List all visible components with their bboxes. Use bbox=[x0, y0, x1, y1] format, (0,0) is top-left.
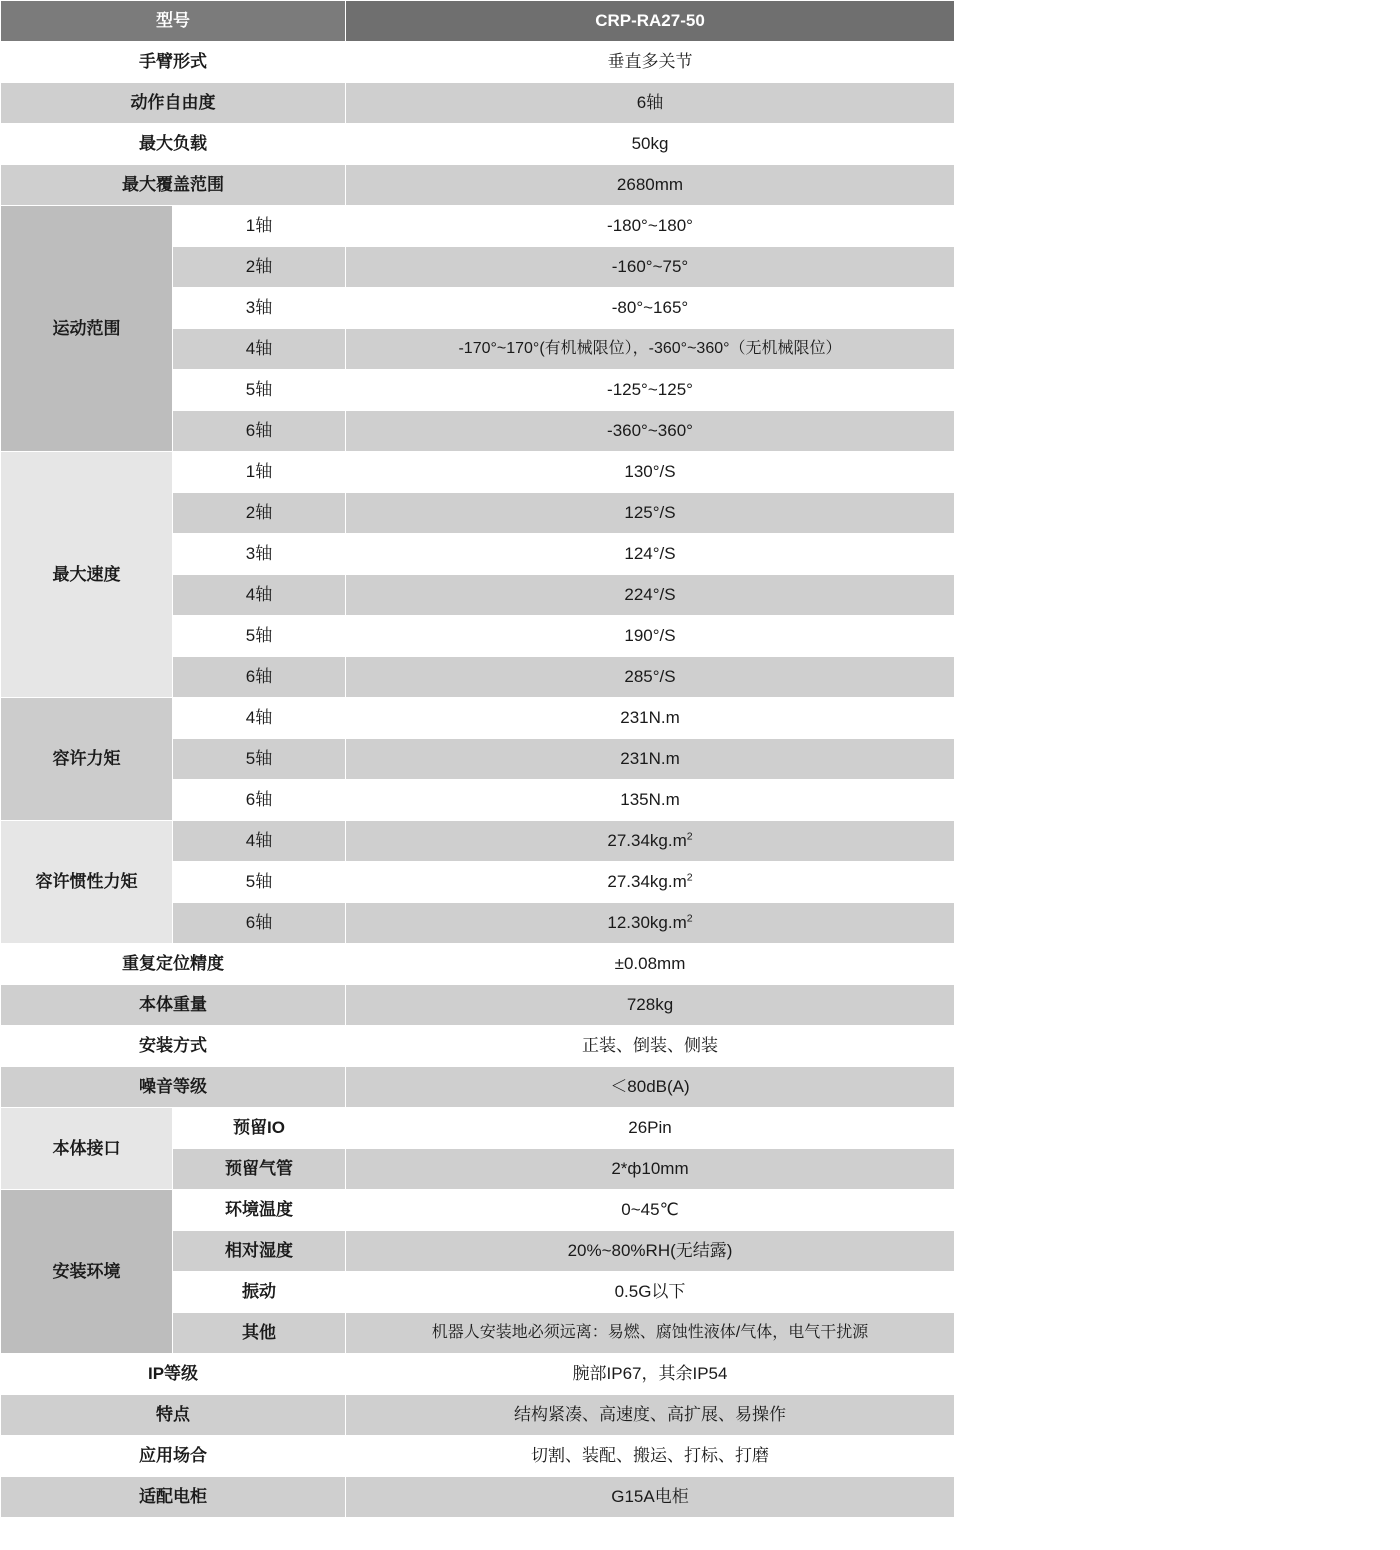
sub-label-speed-axis-1: 1轴 bbox=[173, 452, 346, 493]
row-label-mounting: 安装方式 bbox=[1, 1026, 346, 1067]
group-label-max-speed: 最大速度 bbox=[1, 452, 173, 698]
value-torque-axis-6: 135N.m bbox=[346, 780, 955, 821]
sub-label-other: 其他 bbox=[173, 1313, 346, 1354]
value-inertia-axis-5 bbox=[346, 862, 955, 903]
table-header-row bbox=[1, 1, 955, 42]
group-label-allowable-inertia: 容许惯性力矩 bbox=[1, 821, 173, 944]
sub-label-motion-axis-5: 5轴 bbox=[173, 370, 346, 411]
row-value-applications: 切割、装配、搬运、打标、打磨 bbox=[346, 1436, 955, 1477]
row-value-dof: 6轴 bbox=[346, 83, 955, 124]
value-inertia-axis-5-sup: 2 bbox=[686, 871, 693, 884]
value-motion-axis-6: -360°~360° bbox=[346, 411, 955, 452]
row-value-ip-rating: 腕部IP67，其余IP54 bbox=[346, 1354, 955, 1395]
sub-label-reserved-air-pipe: 预留气管 bbox=[173, 1149, 346, 1190]
row-value-max-reach: 2680mm bbox=[346, 165, 955, 206]
sub-label-ambient-temperature: 环境温度 bbox=[173, 1190, 346, 1231]
sub-label-reserved-io: 预留IO bbox=[173, 1108, 346, 1149]
group-label-environment: 安装环境 bbox=[1, 1190, 173, 1354]
row-label-cabinet: 适配电柜 bbox=[1, 1477, 346, 1518]
value-speed-axis-3: 124°/S bbox=[346, 534, 955, 575]
header-label: 型号 bbox=[1, 1, 346, 42]
table-row bbox=[1, 821, 955, 862]
table-row bbox=[1, 698, 955, 739]
value-ambient-temperature: 0~45℃ bbox=[346, 1190, 955, 1231]
row-value-max-payload: 50kg bbox=[346, 124, 955, 165]
value-motion-axis-5: -125°~125° bbox=[346, 370, 955, 411]
sub-label-relative-humidity: 相对湿度 bbox=[173, 1231, 346, 1272]
table-row bbox=[1, 206, 955, 247]
table-row bbox=[1, 1108, 955, 1149]
sub-label-speed-axis-6: 6轴 bbox=[173, 657, 346, 698]
row-value-arm-form: 垂直多关节 bbox=[346, 42, 955, 83]
row-value-cabinet: G15A电柜 bbox=[346, 1477, 955, 1518]
table-row bbox=[1, 42, 955, 83]
row-label-noise: 噪音等级 bbox=[1, 1067, 346, 1108]
row-value-mounting: 正装、倒装、侧装 bbox=[346, 1026, 955, 1067]
sub-label-speed-axis-2: 2轴 bbox=[173, 493, 346, 534]
table-row bbox=[1, 1026, 955, 1067]
value-inertia-axis-5-text: 27.34kg.m bbox=[607, 872, 687, 892]
value-speed-axis-5: 190°/S bbox=[346, 616, 955, 657]
sub-label-speed-axis-3: 3轴 bbox=[173, 534, 346, 575]
sub-label-motion-axis-3: 3轴 bbox=[173, 288, 346, 329]
table-row bbox=[1, 1190, 955, 1231]
table-row bbox=[1, 1436, 955, 1477]
table-row bbox=[1, 1395, 955, 1436]
table-row bbox=[1, 452, 955, 493]
row-label-repeatability: 重复定位精度 bbox=[1, 944, 346, 985]
value-speed-axis-2: 125°/S bbox=[346, 493, 955, 534]
value-relative-humidity: 20%~80%RH(无结露) bbox=[346, 1231, 955, 1272]
value-speed-axis-4: 224°/S bbox=[346, 575, 955, 616]
row-label-ip-rating: IP等级 bbox=[1, 1354, 346, 1395]
value-inertia-axis-6-text: 12.30kg.m bbox=[607, 913, 687, 933]
value-motion-axis-4: -170°~170°(有机械限位），-360°~360°（无机械限位） bbox=[346, 329, 955, 370]
row-label-body-weight: 本体重量 bbox=[1, 985, 346, 1026]
value-inertia-axis-6-sup: 2 bbox=[686, 912, 693, 925]
value-inertia-axis-6 bbox=[346, 903, 955, 944]
row-label-dof: 动作自由度 bbox=[1, 83, 346, 124]
sub-label-speed-axis-4: 4轴 bbox=[173, 575, 346, 616]
table-row bbox=[1, 124, 955, 165]
row-value-repeatability: ±0.08mm bbox=[346, 944, 955, 985]
header-model: CRP-RA27-50 bbox=[346, 1, 955, 42]
value-motion-axis-3: -80°~165° bbox=[346, 288, 955, 329]
row-value-noise: ＜80dB(A) bbox=[346, 1067, 955, 1108]
value-other: 机器人安装地必须远离：易燃、腐蚀性液体/气体，电气干扰源 bbox=[346, 1313, 955, 1354]
row-value-body-weight: 728kg bbox=[346, 985, 955, 1026]
table-row bbox=[1, 944, 955, 985]
value-reserved-air-pipe: 2*ф10mm bbox=[346, 1149, 955, 1190]
sub-label-inertia-axis-4: 4轴 bbox=[173, 821, 346, 862]
value-speed-axis-6: 285°/S bbox=[346, 657, 955, 698]
row-label-features: 特点 bbox=[1, 1395, 346, 1436]
sub-label-motion-axis-4: 4轴 bbox=[173, 329, 346, 370]
sub-label-vibration: 振动 bbox=[173, 1272, 346, 1313]
sub-label-motion-axis-6: 6轴 bbox=[173, 411, 346, 452]
group-label-body-interface: 本体接口 bbox=[1, 1108, 173, 1190]
value-speed-axis-1: 130°/S bbox=[346, 452, 955, 493]
sub-label-torque-axis-5: 5轴 bbox=[173, 739, 346, 780]
table-row bbox=[1, 1067, 955, 1108]
table-row bbox=[1, 1477, 955, 1518]
group-label-allowable-torque: 容许力矩 bbox=[1, 698, 173, 821]
value-torque-axis-5: 231N.m bbox=[346, 739, 955, 780]
value-vibration: 0.5G以下 bbox=[346, 1272, 955, 1313]
value-motion-axis-2: -160°~75° bbox=[346, 247, 955, 288]
table-row bbox=[1, 83, 955, 124]
sub-label-inertia-axis-5: 5轴 bbox=[173, 862, 346, 903]
table-row bbox=[1, 985, 955, 1026]
table-row bbox=[1, 1354, 955, 1395]
group-label-motion-range: 运动范围 bbox=[1, 206, 173, 452]
row-label-arm-form: 手臂形式 bbox=[1, 42, 346, 83]
value-motion-axis-1: -180°~180° bbox=[346, 206, 955, 247]
row-label-max-reach: 最大覆盖范围 bbox=[1, 165, 346, 206]
row-value-features: 结构紧凑、高速度、高扩展、易操作 bbox=[346, 1395, 955, 1436]
sub-label-speed-axis-5: 5轴 bbox=[173, 616, 346, 657]
value-inertia-axis-4-text: 27.34kg.m bbox=[607, 831, 687, 851]
sub-label-torque-axis-6: 6轴 bbox=[173, 780, 346, 821]
row-label-applications: 应用场合 bbox=[1, 1436, 346, 1477]
sub-label-motion-axis-1: 1轴 bbox=[173, 206, 346, 247]
value-inertia-axis-4 bbox=[346, 821, 955, 862]
table-row bbox=[1, 165, 955, 206]
sub-label-inertia-axis-6: 6轴 bbox=[173, 903, 346, 944]
row-label-max-payload: 最大负载 bbox=[1, 124, 346, 165]
value-inertia-axis-4-sup: 2 bbox=[686, 830, 693, 843]
sub-label-motion-axis-2: 2轴 bbox=[173, 247, 346, 288]
value-reserved-io: 26Pin bbox=[346, 1108, 955, 1149]
sub-label-torque-axis-4: 4轴 bbox=[173, 698, 346, 739]
value-torque-axis-4: 231N.m bbox=[346, 698, 955, 739]
